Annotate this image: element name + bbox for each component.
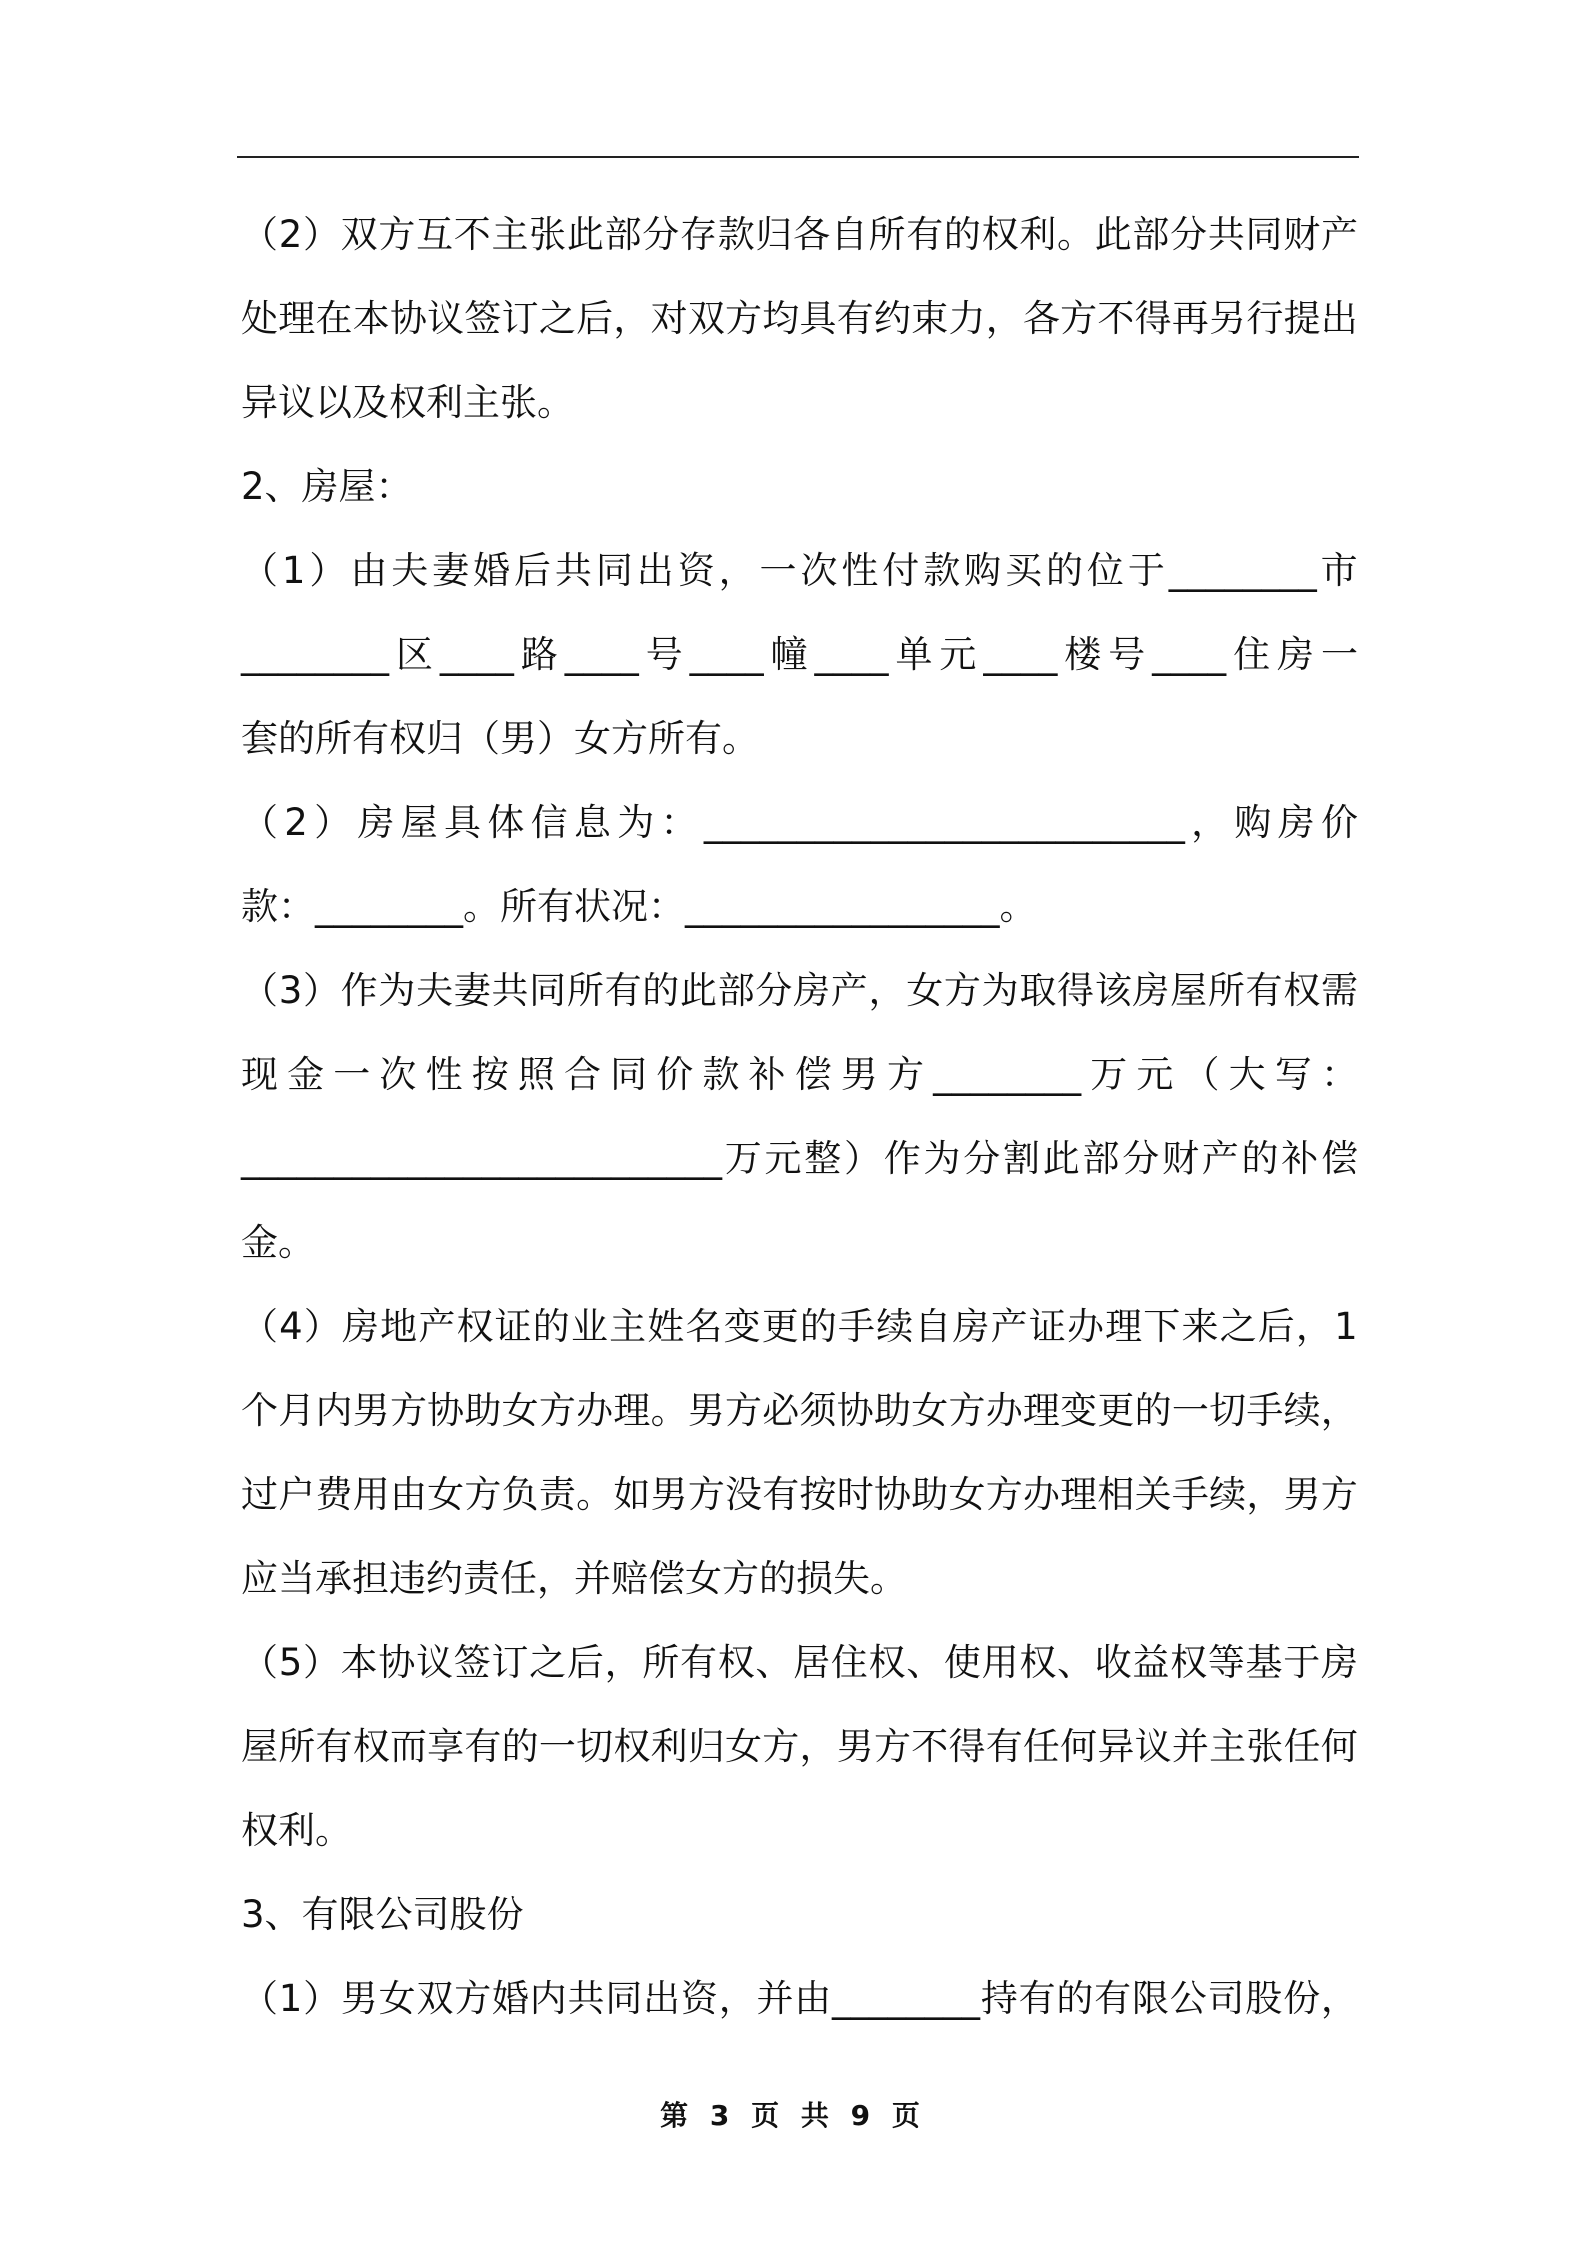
document-body xyxy=(241,193,1358,2041)
text-line: 现 金 一 次 性 按 照 合 同 价 款 补 偿 男 方 ________ 万 元 （ 大 写 ： xyxy=(241,1053,1358,1096)
text-line: （ 2 ） 房 屋 具 体 信 息 为 ： __________________________ ， 购 房 价 xyxy=(241,801,1358,844)
text-line: 套 的 所 有 权 归 （ 男 ） 女 方 所 有 。 xyxy=(241,717,759,760)
text-line: （ 1 ） 由 夫 妻 婚 后 共 同 出 资 ， 一 次 性 付 款 购 买 的 位 于 ________ 市 xyxy=(241,549,1358,592)
header-rule xyxy=(237,156,1359,158)
text-line: 过 户 费 用 由 女 方 负 责 。 如 男 方 没 有 按 时 协 助 女 方 办 理 相 关 手 续 ， 男 方 xyxy=(241,1473,1358,1516)
text-line: ________ 区 ____ 路 ____ 号 ____ 幢 ____ 单 元 ____ 楼 号 ____ 住 房 一 xyxy=(241,633,1358,676)
text-line: （ 2 ） 双 方 互 不 主 张 此 部 分 存 款 归 各 自 所 有 的 权 利 。 此 部 分 共 同 财 产 xyxy=(241,213,1358,256)
text-line: （ 1 ） 男 女 双 方 婚 内 共 同 出 资 ， 并 由 ________ 持 有 的 有 限 公 司 股 份 ， xyxy=(241,1977,1358,2020)
text-line: 3 、 有 限 公 司 股 份 xyxy=(241,1893,524,1936)
text-line: 屋 所 有 权 而 享 有 的 一 切 权 利 归 女 方 ， 男 方 不 得 有 任 何 异 议 并 主 张 任 何 xyxy=(241,1725,1358,1768)
text-line: 权 利 。 xyxy=(241,1809,352,1852)
text-line: 款 ： ________ 。 所 有 状 况 ： _________________ 。 xyxy=(241,885,1037,928)
page-number: 第 3 页 共 9 页 xyxy=(660,2099,926,2132)
text-line: （ 5 ） 本 协 议 签 订 之 后 ， 所 有 权 、 居 住 权 、 使 用 权 、 收 益 权 等 基 于 房 xyxy=(241,1641,1358,1684)
text-line: 个 月 内 男 方 协 助 女 方 办 理 。 男 方 必 须 协 助 女 方 办 理 变 更 的 一 切 手 续 ， xyxy=(241,1389,1358,1432)
text-line: 金 。 xyxy=(241,1221,315,1264)
text-line: （ 4 ） 房 地 产 权 证 的 业 主 姓 名 变 更 的 手 续 自 房 产 证 办 理 下 来 之 后 ， 1 xyxy=(241,1305,1358,1348)
text-line: 处 理 在 本 协 议 签 订 之 后 ， 对 双 方 均 具 有 约 束 力 ， 各 方 不 得 再 另 行 提 出 xyxy=(241,297,1358,340)
text-line: 异 议 以 及 权 利 主 张 。 xyxy=(241,381,574,424)
text-line: __________________________ 万 元 整 ） 作 为 分 割 此 部 分 财 产 的 补 偿 xyxy=(241,1137,1358,1180)
text-line: 2 、 房 屋 ： xyxy=(241,465,413,508)
text-line: （ 3 ） 作 为 夫 妻 共 同 所 有 的 此 部 分 房 产 ， 女 方 为 取 得 该 房 屋 所 有 权 需 xyxy=(241,969,1358,1012)
text-line: 应 当 承 担 违 约 责 任 ， 并 赔 偿 女 方 的 损 失 。 xyxy=(241,1557,907,1600)
